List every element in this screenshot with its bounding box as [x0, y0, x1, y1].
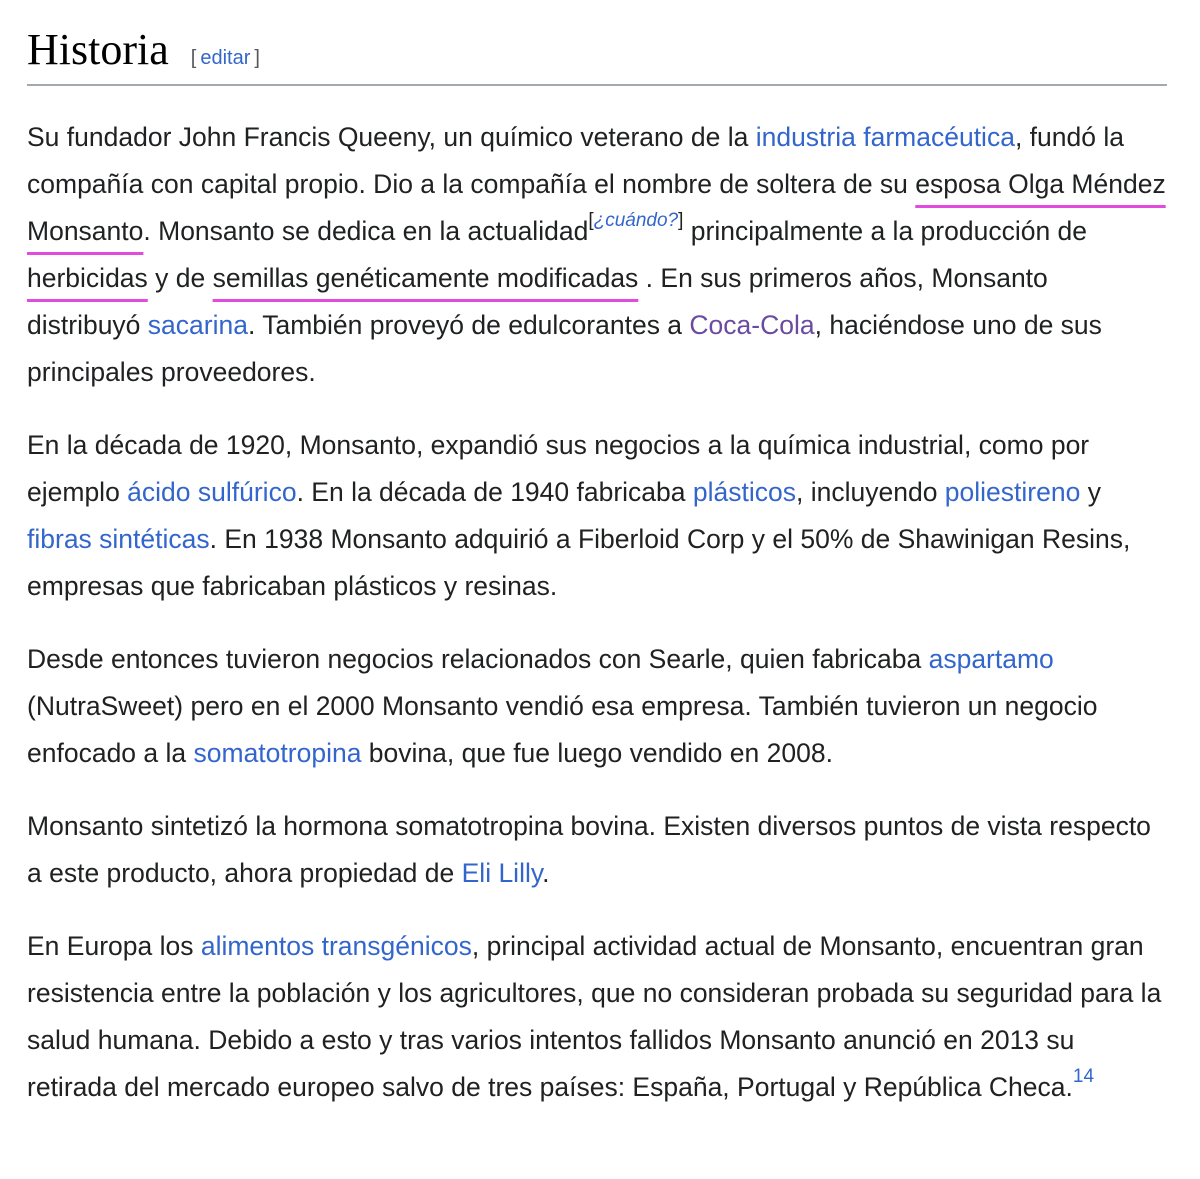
- link-industria-farmaceutica[interactable]: industria farmacéutica: [755, 122, 1015, 152]
- text: y de: [147, 263, 213, 293]
- text: . En 1938 Monsanto adquirió a Fiberloid Corp y el 50% de Shawinigan Resins, empresas que fabricaban plásticos y resinas.: [27, 524, 1131, 601]
- link-acido-sulfurico[interactable]: ácido sulfúrico: [127, 477, 297, 507]
- link-coca-cola[interactable]: Coca-Cola: [689, 310, 815, 340]
- highlight-semillas: semillas genéticamente modificadas: [212, 263, 639, 293]
- cn-bracket-open: [: [588, 210, 594, 231]
- text: . En sus primeros años, Monsanto distribuyó: [27, 263, 1048, 340]
- link-somatotropina[interactable]: somatotropina: [193, 738, 362, 768]
- text: En la década de 1920, Monsanto, expandió sus negocios a la química industrial, como por ejemplo: [27, 430, 1090, 507]
- paragraph-europa: [27, 923, 1167, 1111]
- edit-bracket-close: ]: [254, 47, 260, 69]
- text: En Europa los: [27, 931, 201, 961]
- edit-section: [191, 47, 260, 70]
- text: , haciéndose uno de sus principales proveedores.: [27, 310, 1102, 387]
- section-title: Historia: [27, 25, 169, 74]
- article-content: [27, 22, 1167, 1137]
- paragraph-1920s: [27, 422, 1167, 610]
- text: Desde entonces tuvieron negocios relacionados con Searle, quien fabricaba: [27, 644, 929, 674]
- text: (NutraSweet) pero en el 2000 Monsanto vendió esa empresa. También tuvieron un negocio enfocado a la: [27, 691, 1098, 768]
- text: . También proveyó de edulcorantes a: [247, 310, 690, 340]
- text: , principal actividad actual de Monsanto, encuentran gran resistencia entre la población y los agricultores, que no consideran probada su seguridad para la salud humana. Debido a esto y tras varios intentos fallidos Monsanto anunció en 2013 su retirada del mercado europeo salvo de tres países: España, Portugal y República Checa.: [27, 931, 1162, 1102]
- text: bovina, que fue luego vendido en 2008.: [361, 738, 833, 768]
- text: y: [1080, 477, 1101, 507]
- link-sacarina[interactable]: sacarina: [147, 310, 248, 340]
- link-eli-lilly[interactable]: Eli Lilly: [461, 858, 543, 888]
- link-alimentos-transgenicos[interactable]: alimentos transgénicos: [200, 931, 472, 961]
- section-heading: [27, 22, 1167, 86]
- citation-needed: [588, 210, 683, 231]
- text: principalmente a la producción de: [683, 216, 1088, 246]
- paragraph-founding: [27, 114, 1167, 396]
- highlight-esposa-olga: esposa Olga Méndez Monsanto: [27, 169, 1166, 246]
- highlight-herbicidas: herbicidas: [27, 263, 148, 293]
- citation-needed-link[interactable]: ¿cuándo?: [593, 210, 679, 231]
- edit-bracket-open: [: [190, 47, 197, 69]
- paragraph-searle: [27, 636, 1167, 777]
- paragraph-hormona: [27, 803, 1167, 897]
- text: , fundó la compañía con capital propio. Dio a la compañía el nombre de soltera de su: [27, 122, 1124, 199]
- text: Monsanto sintetizó la hormona somatotropina bovina. Existen diversos puntos de vista respecto a este producto, ahora propiedad de: [27, 811, 1151, 888]
- link-aspartamo[interactable]: aspartamo: [928, 644, 1054, 674]
- reference-14[interactable]: [1073, 1066, 1094, 1087]
- reference-link[interactable]: 14: [1072, 1066, 1095, 1087]
- cn-bracket-close: ]: [678, 210, 684, 231]
- text: .: [542, 858, 550, 888]
- text: Su fundador John Francis Queeny, un químico veterano de la: [27, 122, 756, 152]
- text: . En la década de 1940 fabricaba: [296, 477, 693, 507]
- link-plasticos[interactable]: plásticos: [692, 477, 796, 507]
- text: . Monsanto se dedica en la actualidad: [143, 216, 589, 246]
- link-fibras-sinteticas[interactable]: fibras sintéticas: [27, 524, 210, 554]
- link-poliestireno[interactable]: poliestireno: [944, 477, 1081, 507]
- text: , incluyendo: [796, 477, 945, 507]
- edit-section-link[interactable]: editar: [200, 47, 251, 69]
